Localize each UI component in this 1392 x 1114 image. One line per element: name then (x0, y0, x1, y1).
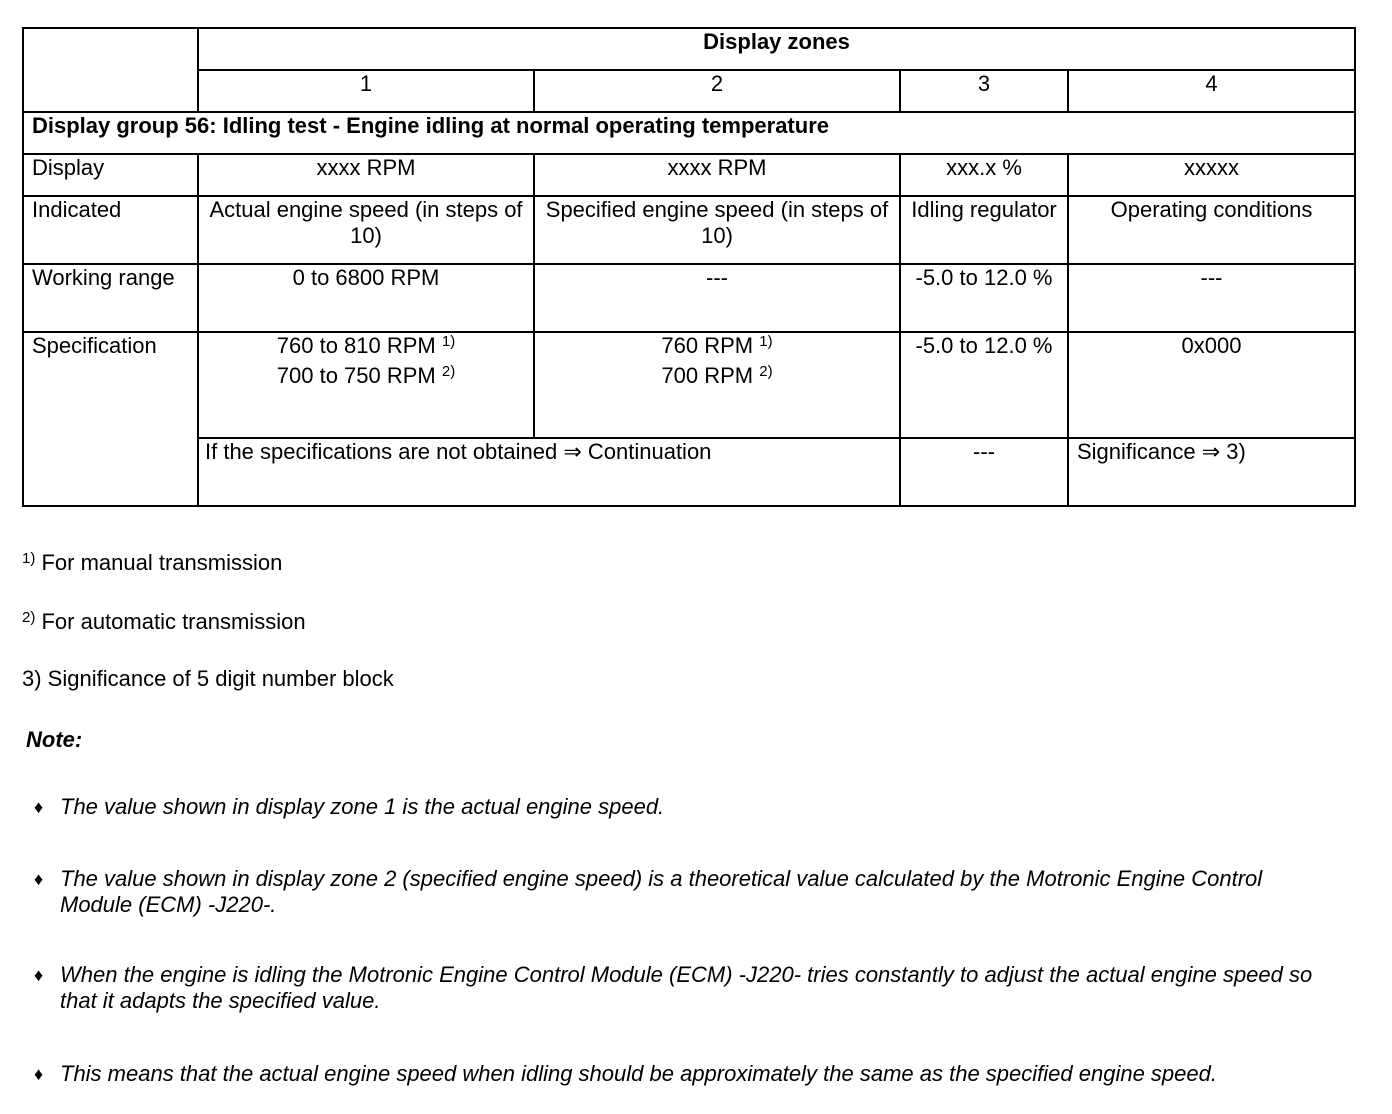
specification-zone-4-value: 0x000 (1068, 332, 1355, 438)
zone-number-2: 2 (534, 70, 900, 112)
specification-zone-1-cell (198, 332, 534, 438)
specification-zone-1-manual (205, 333, 527, 363)
header-corner-cell (23, 28, 198, 112)
specification-zone-1-auto (205, 363, 527, 393)
diamond-bullet-icon: ♦ (34, 1064, 44, 1084)
specification-zone-2-auto (541, 363, 893, 393)
display-zone-3-value: xxx.x % (900, 154, 1068, 196)
footnote-2 (22, 609, 306, 635)
continuation-zone-4-value: Significance ⇒ 3) (1068, 438, 1355, 506)
continuation-zone-3-value: --- (900, 438, 1068, 506)
note-bullet-4 (34, 1061, 1334, 1087)
diamond-bullet-icon: ♦ (34, 797, 44, 817)
working-range-zone-2-value: --- (534, 264, 900, 332)
display-zone-4-value: xxxxx (1068, 154, 1355, 196)
footnote-1 (22, 550, 282, 576)
spec-zone-1-manual-value: 760 to 810 RPM (276, 333, 436, 358)
working-range-zone-4-value: --- (1068, 264, 1355, 332)
footnote-ref-1: 1) (759, 333, 773, 350)
display-zones-heading: Display zones (198, 28, 1355, 70)
footnote-3: 3) Significance of 5 digit number block (22, 666, 394, 691)
indicated-zone-3-value: Idling regulator (900, 196, 1068, 264)
specification-zone-2-manual (541, 333, 893, 363)
footnote-ref-2: 2) (441, 363, 456, 380)
zone-number-1: 1 (198, 70, 534, 112)
note-bullet-2 (34, 866, 1334, 918)
specification-zone-3-value: -5.0 to 12.0 % (900, 332, 1068, 438)
indicated-zone-1-value: Actual engine speed (in steps of 10) (198, 196, 534, 264)
note-bullet-text: The value shown in display zone 1 is the actual engine speed. (60, 794, 665, 819)
note-bullet-1 (34, 794, 1334, 820)
zone-number-3: 3 (900, 70, 1068, 112)
spec-zone-2-auto-value: 700 RPM (661, 363, 754, 388)
row-label-specification: Specification (23, 332, 198, 506)
spec-zone-1-auto-value: 700 to 750 RPM (276, 363, 436, 388)
footnote-2-marker: 2) (22, 609, 36, 626)
display-zone-2-value: xxxx RPM (534, 154, 900, 196)
continuation-note: If the specifications are not obtained ⇒ Continuation (198, 438, 900, 506)
working-range-zone-1-value: 0 to 6800 RPM (198, 264, 534, 332)
display-zone-1-value: xxxx RPM (198, 154, 534, 196)
display-group-title: Display group 56: Idling test - Engine idling at normal operating temperature (23, 112, 1355, 154)
spec-zone-2-manual-value: 760 RPM (661, 333, 754, 358)
footnote-1-text: For manual transmission (41, 550, 283, 575)
note-bullet-text: The value shown in display zone 2 (specified engine speed) is a theoretical value calculated by the Motronic Engine Control Module (ECM) -J220-. (60, 866, 1263, 917)
zone-number-4: 4 (1068, 70, 1355, 112)
row-label-indicated: Indicated (23, 196, 198, 264)
diamond-bullet-icon: ♦ (34, 869, 44, 889)
diamond-bullet-icon: ♦ (34, 965, 44, 985)
note-title: Note: (26, 727, 83, 752)
footnote-ref-2: 2) (759, 363, 773, 380)
footnote-ref-1: 1) (441, 333, 456, 350)
note-bullet-text: This means that the actual engine speed when idling should be approximately the same as the specified engine speed. (60, 1061, 1217, 1086)
specification-zone-2-cell (534, 332, 900, 438)
row-label-display: Display (23, 154, 198, 196)
note-bullet-3 (34, 962, 1334, 1014)
footnote-1-marker: 1) (22, 550, 36, 567)
note-bullet-text: When the engine is idling the Motronic Engine Control Module (ECM) -J220- tries constantly to adjust the actual engine speed so that it adapts the specified value. (60, 962, 1313, 1013)
indicated-zone-2-value: Specified engine speed (in steps of 10) (534, 196, 900, 264)
working-range-zone-3-value: -5.0 to 12.0 % (900, 264, 1068, 332)
footnote-2-text: For automatic transmission (41, 609, 306, 634)
row-label-working-range: Working range (23, 264, 198, 332)
indicated-zone-4-value: Operating conditions (1068, 196, 1355, 264)
display-group-table (22, 27, 1356, 507)
